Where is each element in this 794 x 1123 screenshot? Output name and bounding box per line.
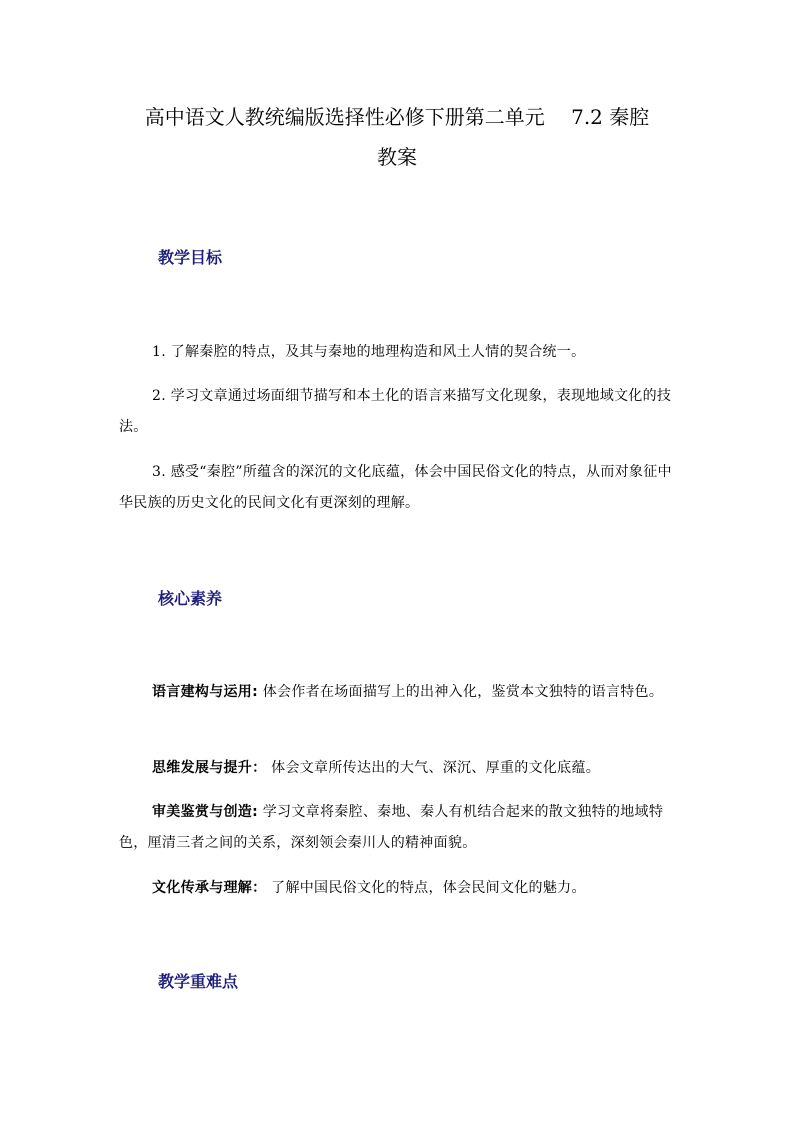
section-heading-key-points: 教学重难点	[158, 972, 239, 991]
literacy-item-thinking	[119, 753, 676, 784]
literacy-item-aesthetics-text: 学习文章将秦腔、秦地、秦人有机结合起来的散文独特的地域特色，厘清三者之间的关系，深刻领会秦川人的精神面貌。	[119, 804, 664, 851]
literacy-item-culture	[119, 873, 676, 904]
goal-item-1: 1. 了解秦腔的特点，及其与秦地的地理构造和风土人情的契合统一。	[152, 344, 586, 360]
literacy-item-aesthetics	[119, 797, 676, 859]
literacy-item-aesthetics-lead: 审美鉴赏与创造:	[152, 804, 258, 820]
literacy-item-thinking-lead: 思维发展与提升：	[152, 760, 267, 776]
page-title-line-1: 高中语文人教统编版选择性必修下册第二单元 7.2 秦腔	[144, 105, 650, 129]
section-heading-literacy: 核心素养	[158, 589, 223, 608]
literacy-item-culture-text: 了解中国民俗文化的特点，体会民间文化的魅力。	[266, 880, 586, 896]
page-title-line-2: 教案	[377, 145, 417, 169]
literacy-item-language	[119, 677, 676, 708]
literacy-item-language-text: 体会作者在场面描写上的出神入化，鉴赏本文独特的语言特色。	[258, 684, 664, 700]
literacy-item-culture-lead: 文化传承与理解：	[152, 880, 267, 896]
literacy-item-thinking-text: 体会文章所传达出的大气、深沉、厚重的文化底蕴。	[266, 760, 601, 776]
goal-item-3: 3. 感受“秦腔”所蕴含的深沉的文化底蕴，体会中国民俗文化的特点，从而对象征中华民族的历史文化的民间文化有更深刻的理解。	[119, 464, 672, 511]
goal-item-2: 2. 学习文章通过场面细节描写和本土化的语言来描写文化现象，表现地域文化的技法。	[119, 388, 672, 435]
section-heading-goals: 教学目标	[158, 248, 223, 267]
literacy-item-language-lead: 语言建构与运用:	[152, 684, 258, 700]
